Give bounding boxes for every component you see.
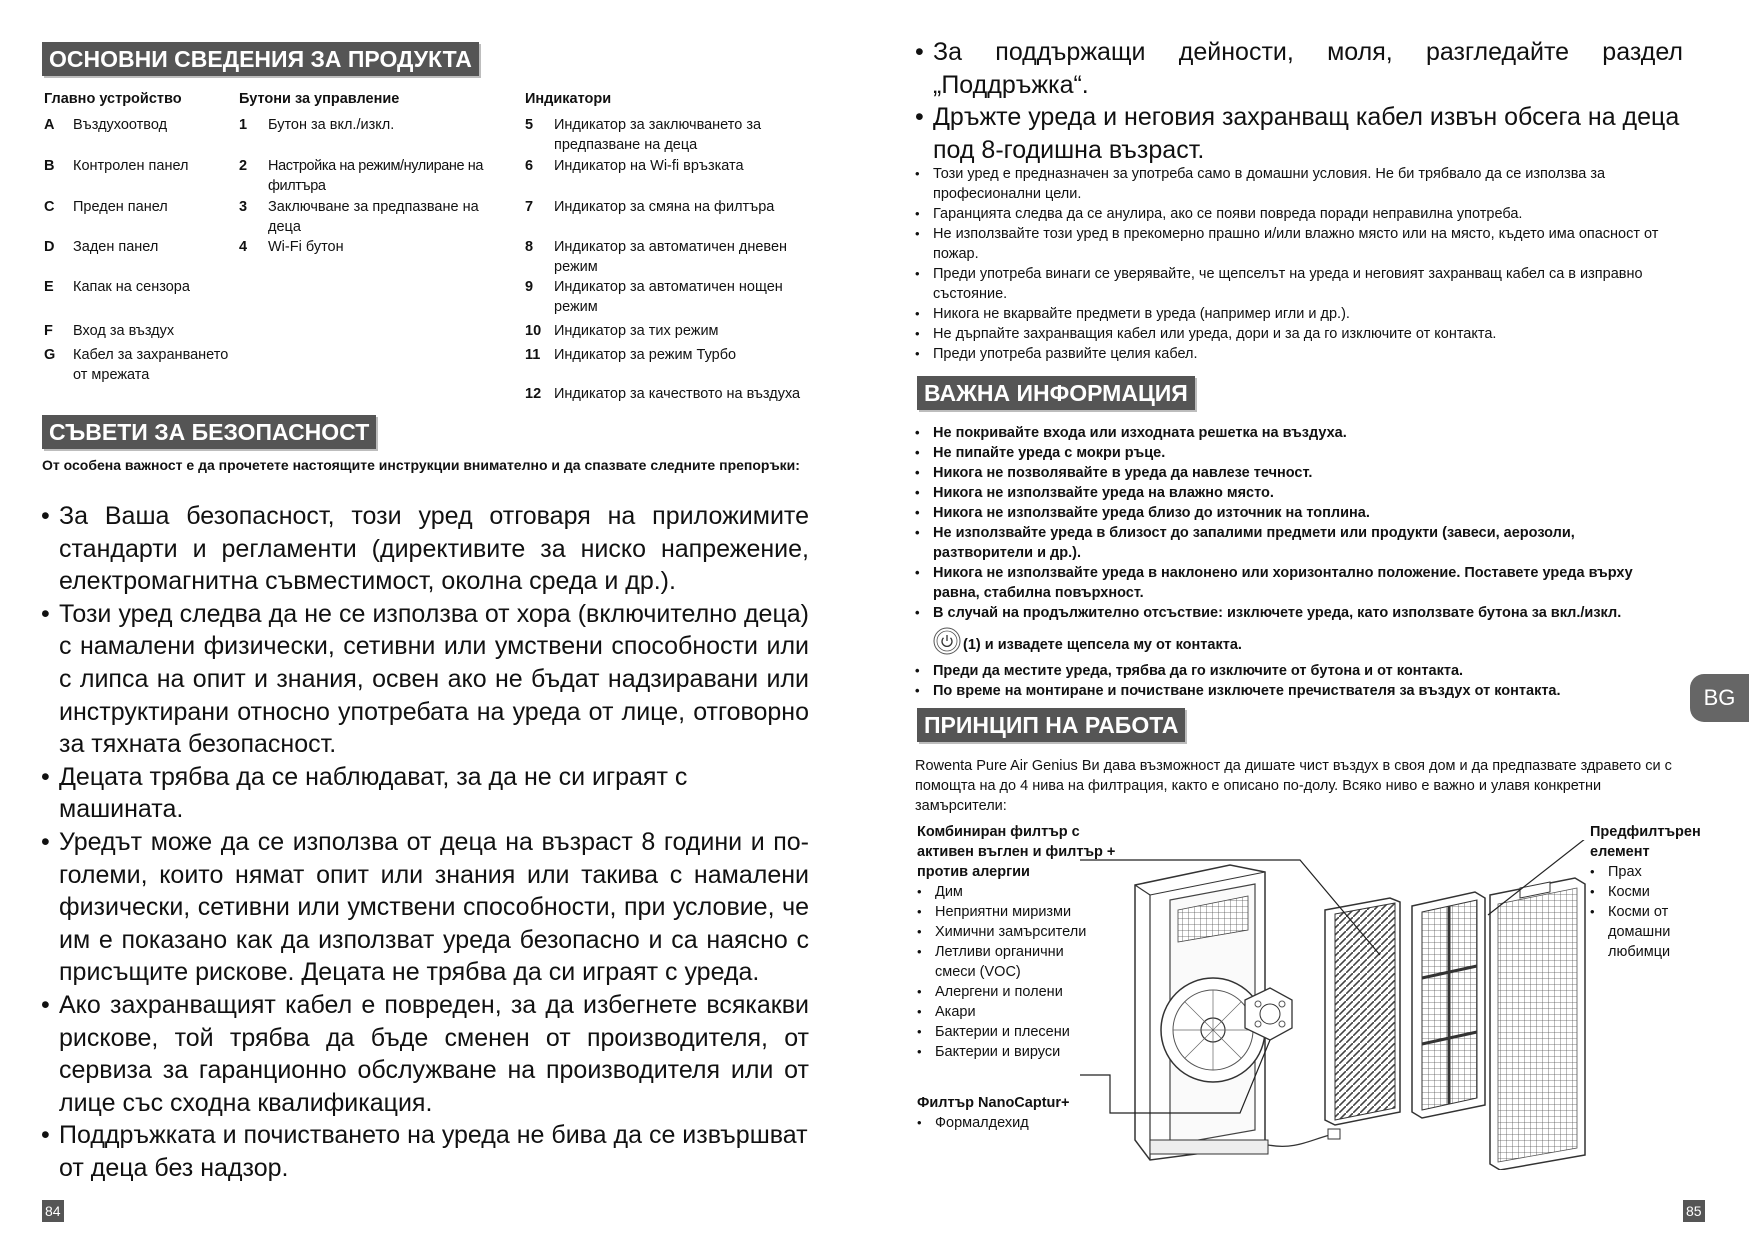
- list-item: • Дим: [917, 882, 1117, 902]
- children-bullet: • Дръжте уреда и неговия захранващ кабел извън обсега на деца под 8-годишна възраст.: [915, 101, 1683, 166]
- usage-bullet: • Преди употреба винаги се уверявайте, че щепселът на уреда и неговият захранващ кабел са в изправно състояние.: [915, 264, 1675, 304]
- control-buttons-heading: Бутони за управление: [239, 91, 400, 107]
- rear-panel-drawing: [1490, 878, 1585, 1170]
- safety-bullet: • Този уред следва да не се използва от хора (включително деца) с намалени физически, сетивни или умствени способности или с липса на опит и знания, освен ако не бъдат надзиравани или инструктирани относно употребата на уреда от лице, отговорно за тяхната безопасност.: [41, 598, 809, 761]
- list-item: • Летливи органични смеси (VOC): [917, 942, 1085, 982]
- list-item: • Неприятни миризми: [917, 902, 1117, 922]
- principle-text: Rowenta Pure Air Genius Ви дава възможност да дишате чист въздух в своя дом и да предпазвате здравето си с помощта на до 4 нива на филтрация, както е описано по-долу. Всяко ниво е важно и улавя конкретни замърсители:: [915, 758, 1672, 814]
- safety-bullet: • Уредът може да се използва от деца на възраст 8 години и по-големи, които нямат опит или знания или такива с намалени физически, сетивни или умствени способности, при условие, че им е показано как да използват уреда безопасно и са наясно с присъщите рискове. Децата не трябва да си играят с уреда.: [41, 826, 809, 989]
- absence-text-2: (1) и извадете щепсела му от контакта.: [963, 637, 1242, 653]
- list-item: • Акари: [917, 1002, 1117, 1022]
- important-bullet: • Не покривайте входа или изходната решетка на въздуха.: [915, 423, 1675, 443]
- combined-filter-drawing: [1325, 898, 1400, 1125]
- list-item: • Косми от домашни любимци: [1590, 902, 1700, 962]
- list-item: • Бактерии и плесени: [917, 1022, 1117, 1042]
- combined-filter-title: Комбиниран филтър с активен въглен и филтър + против алергии: [917, 824, 1116, 880]
- important-bullet: • По време на монтиране и почистване изключете пречиствателя за въздух от контакта.: [915, 681, 1675, 701]
- usage-bullet: • Не използвайте този уред в прекомерно прашно и/или влажно място или на място, където има опасност от пожар.: [915, 224, 1675, 264]
- important-bullet: • Никога не използвайте уреда в наклонено или хоризонтално положение. Поставете уреда върху равна, стабилна повърхност.: [915, 563, 1675, 603]
- important-bullet: • Никога не позволявайте в уреда да навлезе течност.: [915, 463, 1675, 483]
- language-tab: BG: [1690, 674, 1749, 722]
- important-bullet: • Не използвайте уреда в близост до запалими предмети или продукти (завеси, аерозоли, разтворители и др.).: [915, 523, 1675, 563]
- page-number-left: 84: [42, 1200, 64, 1222]
- usage-bullet: • Този уред е предназначен за употреба само в домашни условия. Не би трябвало да се използва за професионални цели.: [915, 164, 1675, 204]
- list-item: • Прах: [1590, 862, 1700, 882]
- important-bullet: • Никога не използвайте уреда на влажно място.: [915, 483, 1675, 503]
- safety-intro: От особена важност е да прочетете настоящите инструкции внимателно и да спазвате следните препоръки:: [42, 457, 800, 473]
- list-item: • Алергени и полени: [917, 982, 1117, 1002]
- top-big-bullets: [915, 36, 1683, 166]
- usage-bullet: • Преди употреба развийте целия кабел.: [915, 344, 1675, 364]
- list-item: • Формалдехид: [917, 1113, 1117, 1133]
- prefilter-frame-drawing: [1412, 892, 1485, 1118]
- important-heading: ВАЖНА ИНФОРМАЦИЯ: [917, 376, 1195, 410]
- important-bullets: [915, 423, 1675, 701]
- safety-bullet: • За Ваша безопасност, този уред отговаря на приложимите стандарти и регламенти (директивите за ниско напрежение, електромагнитна съвместимост, околна среда и др.).: [41, 500, 809, 598]
- usage-bullet: • Гаранцията следва да се анулира, ако се появи повреда поради неправилна употреба.: [915, 204, 1675, 224]
- main-unit-heading: Главно устройство: [44, 91, 182, 107]
- usage-bullet: • Никога не вкарвайте предмети в уреда (например игли и др.).: [915, 304, 1675, 324]
- important-bullet: • Не пипайте уреда с мокри ръце.: [915, 443, 1675, 463]
- maintenance-bullet: • За поддържащи дейности, моля, разгледайте раздел „Поддръжка“.: [915, 36, 1683, 101]
- list-item: • Химични замърсители: [917, 922, 1117, 942]
- prefilter-list: [1590, 862, 1700, 962]
- top-small-bullets: [915, 164, 1675, 364]
- list-item: • Бактерии и вируси: [917, 1042, 1117, 1062]
- important-bullet: • Преди да местите уреда, трябва да го изключите от бутона и от контакта.: [915, 661, 1675, 681]
- safety-bullet-list: [41, 500, 809, 1184]
- nano-filter-title: Филтър NanoCaptur+: [917, 1095, 1070, 1111]
- safety-heading: СЪВЕТИ ЗА БЕЗОПАСНОСТ: [42, 415, 376, 449]
- main-unit-drawing: [1135, 865, 1340, 1160]
- power-icon: [933, 627, 961, 655]
- safety-bullet: • Поддръжката и почистването на уреда не бива да се извършват от деца без надзор.: [41, 1119, 809, 1184]
- absence-text: В случай на продължително отсъствие: изключете уреда, като използвате бутона за вкл./изкл.: [933, 605, 1622, 621]
- important-bullet: • Никога не използвайте уреда близо до източник на топлина.: [915, 503, 1675, 523]
- important-bullet: [915, 603, 1675, 661]
- prefilter-title: Предфилтърен елемент: [1590, 824, 1701, 860]
- principle-heading: ПРИНЦИП НА РАБОТА: [917, 708, 1185, 742]
- indicators-heading: Индикатори: [525, 91, 612, 107]
- list-item: • Косми: [1590, 882, 1700, 902]
- page-number-right: 85: [1683, 1200, 1705, 1222]
- overview-heading: ОСНОВНИ СВЕДЕНИЯ ЗА ПРОДУКТА: [42, 42, 479, 76]
- safety-bullet: • Децата трябва да се наблюдават, за да не си играят с машината.: [41, 761, 809, 826]
- usage-bullet: • Не дърпайте захранващия кабел или уреда, дори и за да го изключите от контакта.: [915, 324, 1675, 344]
- safety-bullet: • Ако захранващият кабел е повреден, за да избегнете всякакви рискове, той трябва да бъде сменен от производителя, от сервиза за гаранционно обслужване на производителя или от лице със сходна квалификация.: [41, 989, 809, 1119]
- air-purifier-exploded-diagram: [1080, 840, 1600, 1170]
